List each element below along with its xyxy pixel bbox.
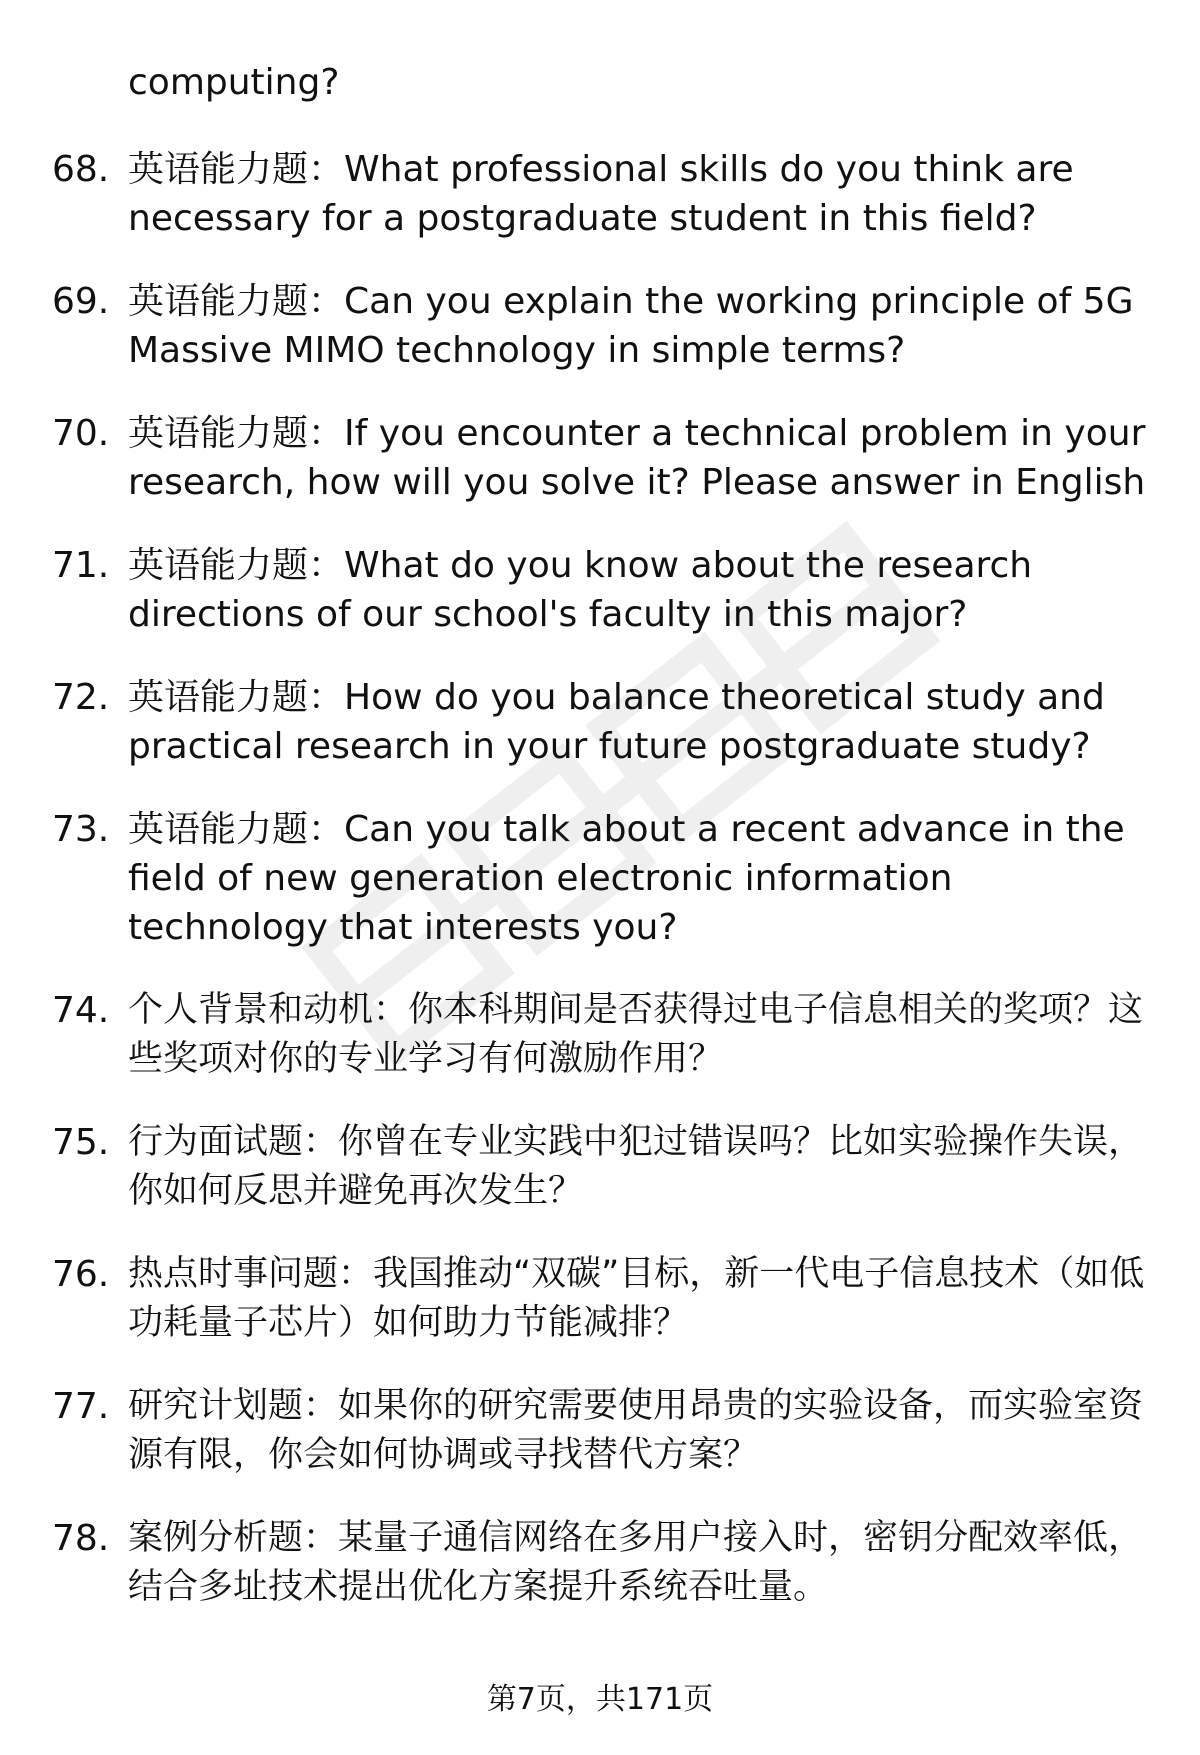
question-number: 78.	[52, 1518, 110, 1559]
question-number: 71.	[52, 545, 110, 586]
question-item	[0, 145, 1148, 243]
category-separator: ：	[308, 677, 345, 718]
question-body: 如果你的研究需要使用昂贵的实验设备，而实验室资源有限，你会如何协调或寻找替代方案？	[128, 1386, 1144, 1475]
category-separator: ：	[308, 809, 345, 850]
question-category: 个人背景和动机	[128, 990, 374, 1030]
category-separator: ：	[308, 281, 345, 322]
question-item	[0, 986, 1148, 1084]
question-text	[128, 805, 1148, 952]
question-text	[128, 409, 1148, 507]
category-separator: ：	[303, 1122, 339, 1162]
question-item	[0, 1514, 1148, 1612]
question-text	[128, 541, 1148, 639]
question-item	[0, 1382, 1148, 1480]
question-category: 英语能力题	[128, 149, 309, 190]
question-body: If you encounter a technical problem in your research, how will you solve it? Please answer in English	[128, 413, 1146, 503]
question-body: How do you balance theoretical study and practical research in your future postgraduate study?	[128, 677, 1105, 767]
question-number: 77.	[52, 1386, 110, 1427]
question-text	[128, 1514, 1148, 1612]
question-body: 你本科期间是否获得过电子信息相关的奖项？这些奖项对你的专业学习有何激励作用？	[128, 990, 1144, 1079]
question-category: 研究计划题	[128, 1386, 304, 1426]
question-item	[0, 541, 1148, 639]
question-body: Can you talk about a recent advance in the field of new generation electronic information technology that interests you?	[128, 809, 1125, 948]
question-body: 某量子通信网络在多用户接入时，密钥分配效率低，结合多址技术提出优化方案提升系统吞吐量。	[128, 1518, 1144, 1607]
question-category: 英语能力题	[128, 809, 309, 850]
category-separator: ：	[308, 545, 345, 586]
question-text	[128, 986, 1148, 1084]
question-text	[128, 145, 1148, 243]
question-body: 我国推动“双碳”目标，新一代电子信息技术（如低功耗量子芯片）如何助力节能减排？	[128, 1254, 1145, 1343]
continuation-text: computing?	[128, 62, 340, 103]
question-text	[128, 277, 1148, 375]
question-item	[0, 673, 1148, 771]
category-separator: ：	[373, 990, 409, 1030]
question-list	[0, 145, 1200, 1646]
question-body: What professional skills do you think are necessary for a postgraduate student in this field?	[128, 149, 1074, 239]
question-item	[0, 409, 1148, 507]
question-item	[0, 1118, 1148, 1216]
question-number: 68.	[52, 149, 110, 190]
question-body: Can you explain the working principle of 5G Massive MIMO technology in simple terms?	[128, 281, 1134, 371]
question-body: 你曾在专业实践中犯过错误吗？比如实验操作失误，你如何反思并避免再次发生？	[128, 1122, 1144, 1211]
question-text	[128, 1250, 1148, 1348]
category-separator: ：	[308, 413, 345, 454]
question-category: 英语能力题	[128, 413, 309, 454]
question-category: 案例分析题	[128, 1518, 304, 1558]
question-category: 英语能力题	[128, 677, 309, 718]
question-item	[0, 277, 1148, 375]
question-category: 行为面试题	[128, 1122, 304, 1162]
question-category: 英语能力题	[128, 281, 309, 322]
question-number: 69.	[52, 281, 110, 322]
question-item	[0, 805, 1148, 952]
question-text	[128, 1382, 1148, 1480]
category-separator: ：	[308, 149, 345, 190]
page-footer: 第7页，共171页	[486, 1682, 714, 1717]
question-category: 热点时事问题	[128, 1254, 339, 1294]
question-item	[0, 1250, 1148, 1348]
question-number: 73.	[52, 809, 110, 850]
category-separator: ：	[303, 1518, 339, 1558]
question-body: What do you know about the research directions of our school's faculty in this major?	[128, 545, 1033, 635]
category-separator: ：	[303, 1386, 339, 1426]
question-number: 76.	[52, 1254, 110, 1295]
question-text	[128, 673, 1148, 771]
question-number: 75.	[52, 1122, 110, 1163]
category-separator: ：	[338, 1254, 374, 1294]
question-number: 74.	[52, 990, 110, 1031]
question-number: 70.	[52, 413, 110, 454]
question-category: 英语能力题	[128, 545, 309, 586]
question-text	[128, 1118, 1148, 1216]
question-number: 72.	[52, 677, 110, 718]
